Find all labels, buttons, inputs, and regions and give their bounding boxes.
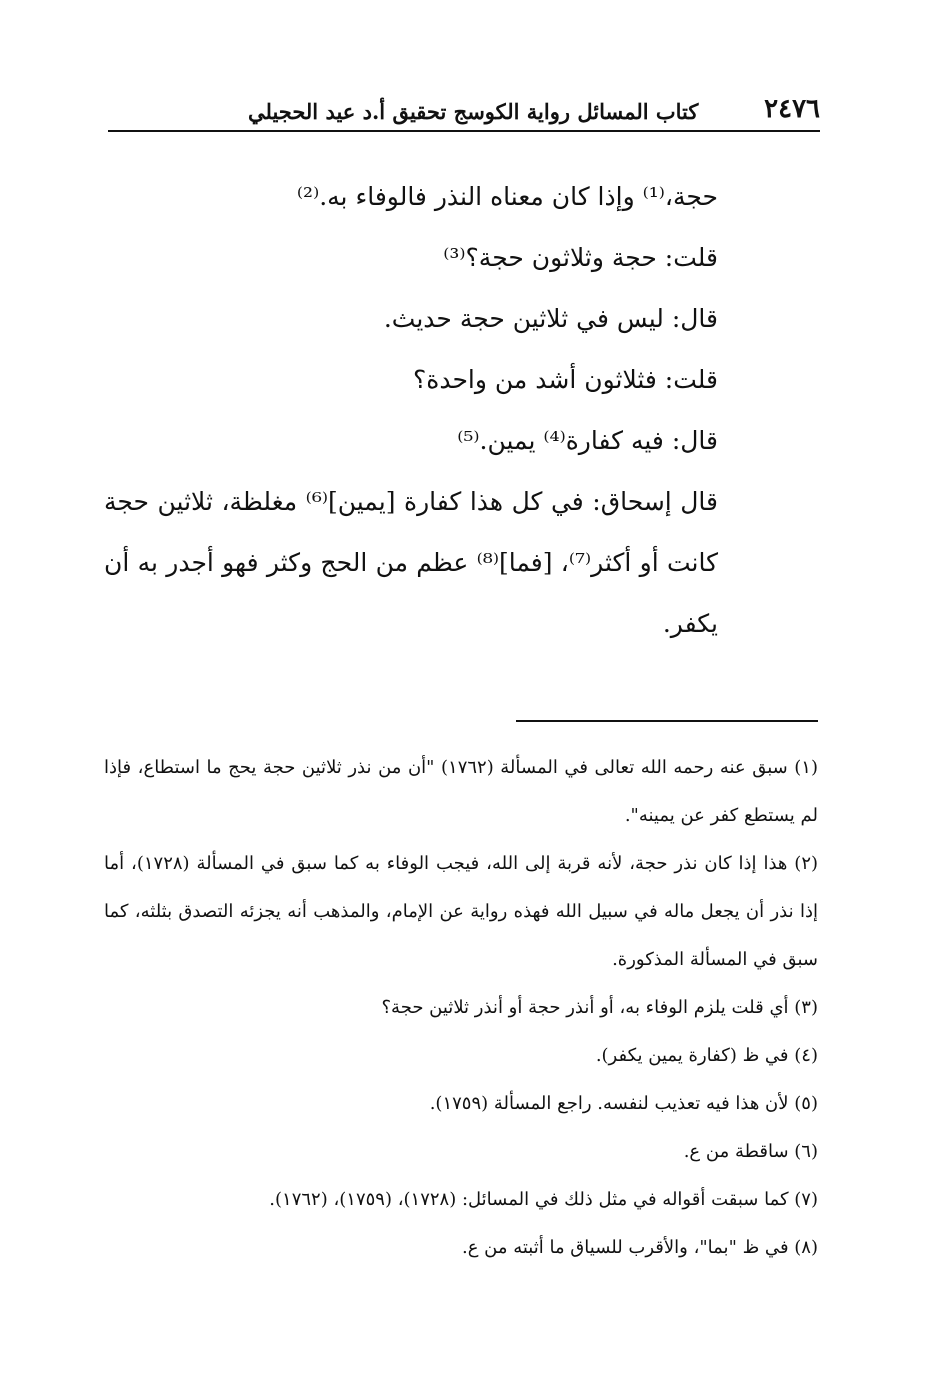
footnote: (٣) أي قلت يلزم الوفاء به، أو أنذر حجة أو أنذر ثلاثين حجة؟ — [381, 997, 818, 1018]
footnote-separator — [516, 720, 818, 722]
main-line: قلت: فثلاثون أشد من واحدة؟ — [412, 365, 718, 394]
footnote: (٤) في ظ (كفارة يمين يكفر). — [595, 1045, 818, 1066]
running-title: كتاب المسائل رواية الكوسج تحقيق أ.د عيد الحجيلي — [248, 99, 699, 124]
main-line: قال: فيه كفارة⁽⁴⁾ يمين.⁽⁵⁾ — [457, 426, 718, 455]
main-text — [104, 166, 718, 654]
footnote: (٦) ساقطة من ع. — [683, 1141, 818, 1162]
footnote: (٨) في ظ "بما"، والأقرب للسياق ما أثبته من ع. — [461, 1237, 818, 1258]
main-line: حجة،⁽¹⁾ وإذا كان معناه النذر فالوفاء به.⁽²⁾ — [296, 182, 718, 211]
footnote: (٥) لأن هذا فيه تعذيب لنفسه. راجع المسألة (١٧٥٩). — [429, 1093, 818, 1114]
page-number: ٢٤٧٦ — [764, 94, 820, 124]
main-line: قال: ليس في ثلاثين حجة حديث. — [383, 304, 718, 333]
footnote: (١) سبق عنه رحمه الله تعالى في المسألة (١٧٦٢) "أن من نذر ثلاثين حجة يحج ما استطاع، فإذا لم يستطع كفر عن يمينه". — [104, 757, 818, 826]
page-header — [108, 92, 820, 132]
footnotes — [104, 744, 818, 1272]
main-line: قلت: حجة وثلاثون حجة؟⁽³⁾ — [443, 243, 718, 272]
footnote: (٢) هذا إذا كان نذر حجة، لأنه قربة إلى الله، فيجب الوفاء به كما سبق في المسألة (١٧٢٨)، أما إذا نذر أن يجعل ماله في سبيل الله فهذه رواية عن الإمام، والمذهب أنه يجزئه التصدق بثلثه، كما سبق في المسألة المذكورة. — [104, 853, 819, 970]
footnote: (٧) كما سبقت أقواله في مثل ذلك في المسائل: (١٧٢٨)، (١٧٥٩)، (١٧٦٢). — [269, 1189, 818, 1210]
main-paragraph: قال إسحاق: في كل هذا كفارة [يمين]⁽⁶⁾ مغلظة، ثلاثين حجة كانت أو أكثر⁽⁷⁾، [فما]⁽⁸⁾ عظم من الحج وكثر فهو أجدر به أن يكفر. — [104, 487, 718, 638]
